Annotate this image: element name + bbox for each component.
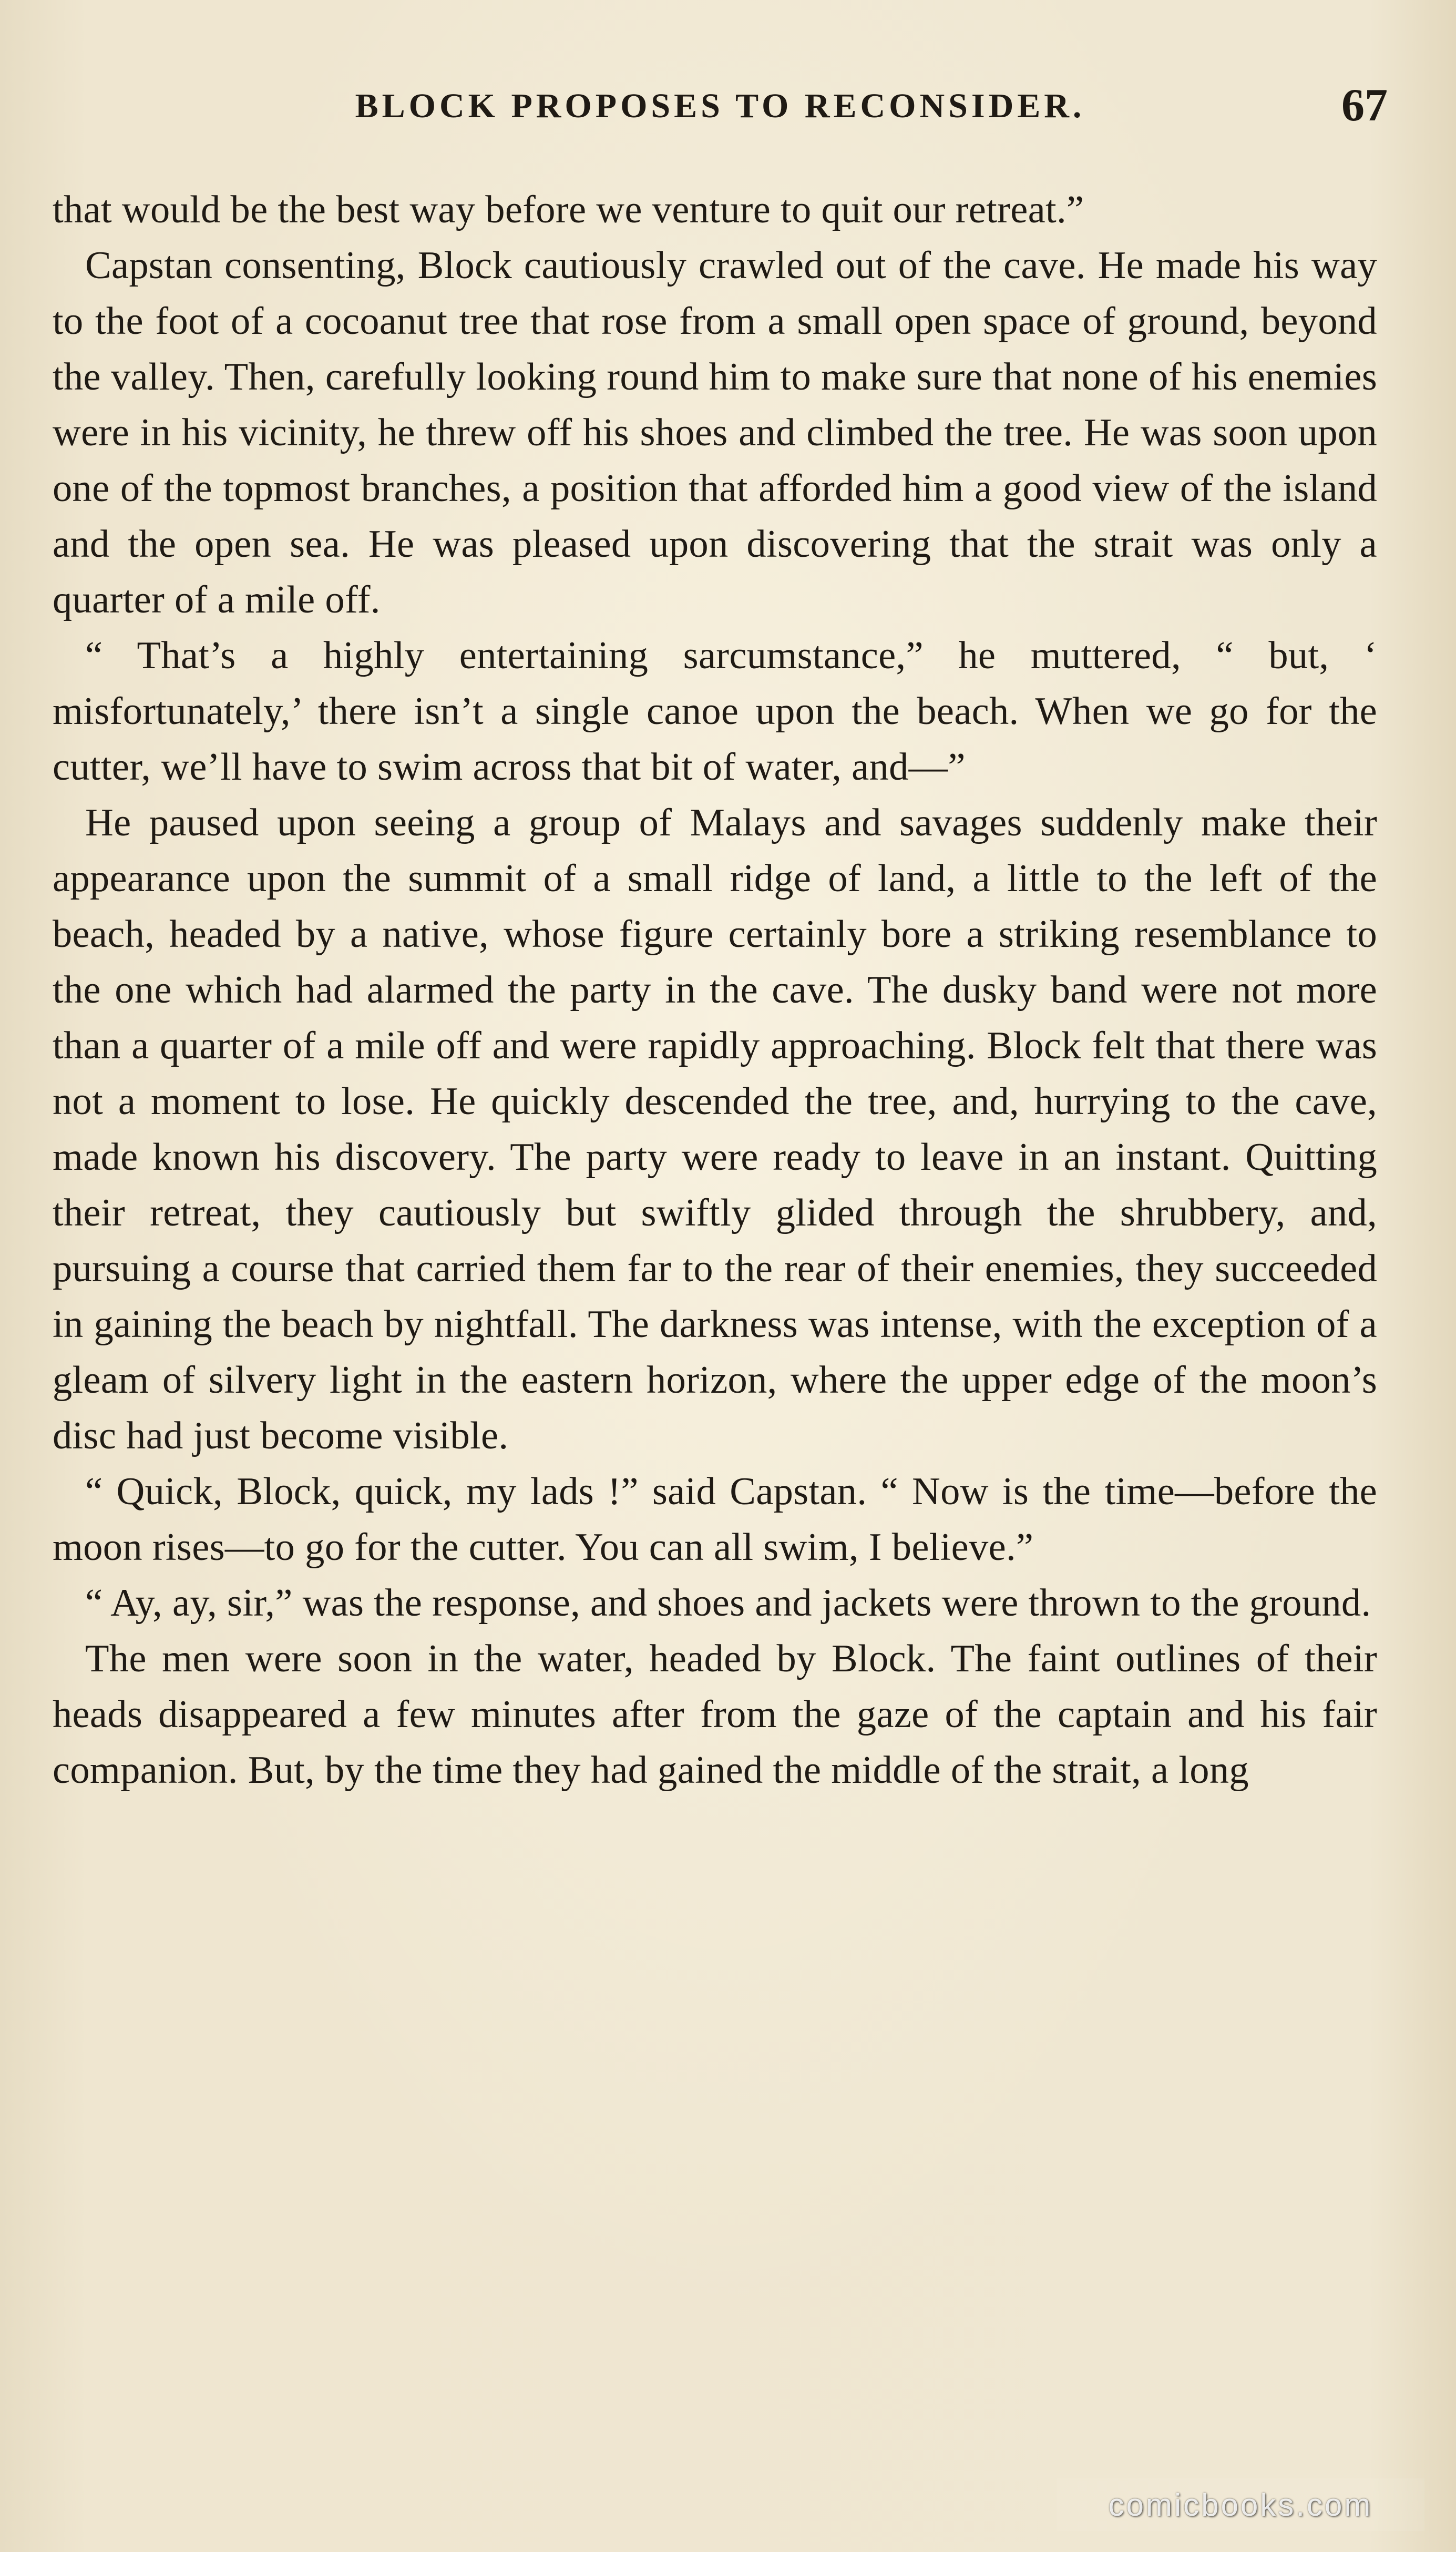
paragraph: He paused upon seeing a group of Malays and savages suddenly make their appearance upon the summit of a small ridge of land, a little to the left of the beach, headed by a native, whose figure certainly bore a striking resemblance to the one which had alarmed the party in the cave. The dusky band were not more than a quarter of a mile off and were rapidly approaching. Block felt that there was not a moment to lose. He quickly descended the tree, and, hurrying to the cave, made known his discovery. The party were ready to leave in an instant. Quitting their retreat, they cautiously but swiftly glided through the shrubbery, and, pursuing a course that carried them far to the rear of their enemies, they succeeded in gaining the beach by nightfall. The darkness was intense, with the exception of a gleam of silvery light in the eastern horizon, where the upper edge of the moon’s disc had just become visible. [53, 801, 1377, 1457]
running-head [53, 79, 1388, 142]
watermark-text: comicbooks.com [1108, 2487, 1373, 2523]
page-number: 67 [1341, 80, 1388, 131]
paragraph: The men were soon in the water, headed by Block. The faint outlines of their heads disappeared a few minutes after from the gaze of the captain and his fair companion. But, by the time they had gained the middle of the strait, a long [53, 1637, 1377, 1792]
paragraph: “ Ay, ay, sir,” was the response, and shoes and jackets were thrown to the ground. [85, 1581, 1371, 1625]
paragraph: “ Quick, Block, quick, my lads !” said Capstan. “ Now is the time—before the moon rises—to go for the cutter. You can all swim, I believe.” [53, 1470, 1377, 1569]
running-title: BLOCK PROPOSES TO RECONSIDER. [355, 87, 1085, 125]
paragraph: Capstan consenting, Block cautiously crawled out of the cave. He made his way to the foot of a cocoanut tree that rose from a small open space of ground, beyond the valley. Then, carefully looking round him to make sure that none of his enemies were in his vicinity, he threw off his shoes and climbed the tree. He was soon upon one of the topmost branches, a position that afforded him a good view of the island and the open sea. He was pleased upon discovering that the strait was only a quarter of a mile off. [53, 244, 1377, 621]
paragraph-continued: that would be the best way before we venture to quit our retreat.” [53, 188, 1084, 231]
body-text [53, 182, 1377, 1798]
paragraph: “ That’s a highly entertaining sarcumstance,” he muttered, “ but, ‘ misfortunately,’ there isn’t a single canoe upon the beach. When we go for the cutter, we’ll have to swim across that bit of water, and—” [53, 634, 1377, 789]
watermark [1057, 2478, 1424, 2531]
